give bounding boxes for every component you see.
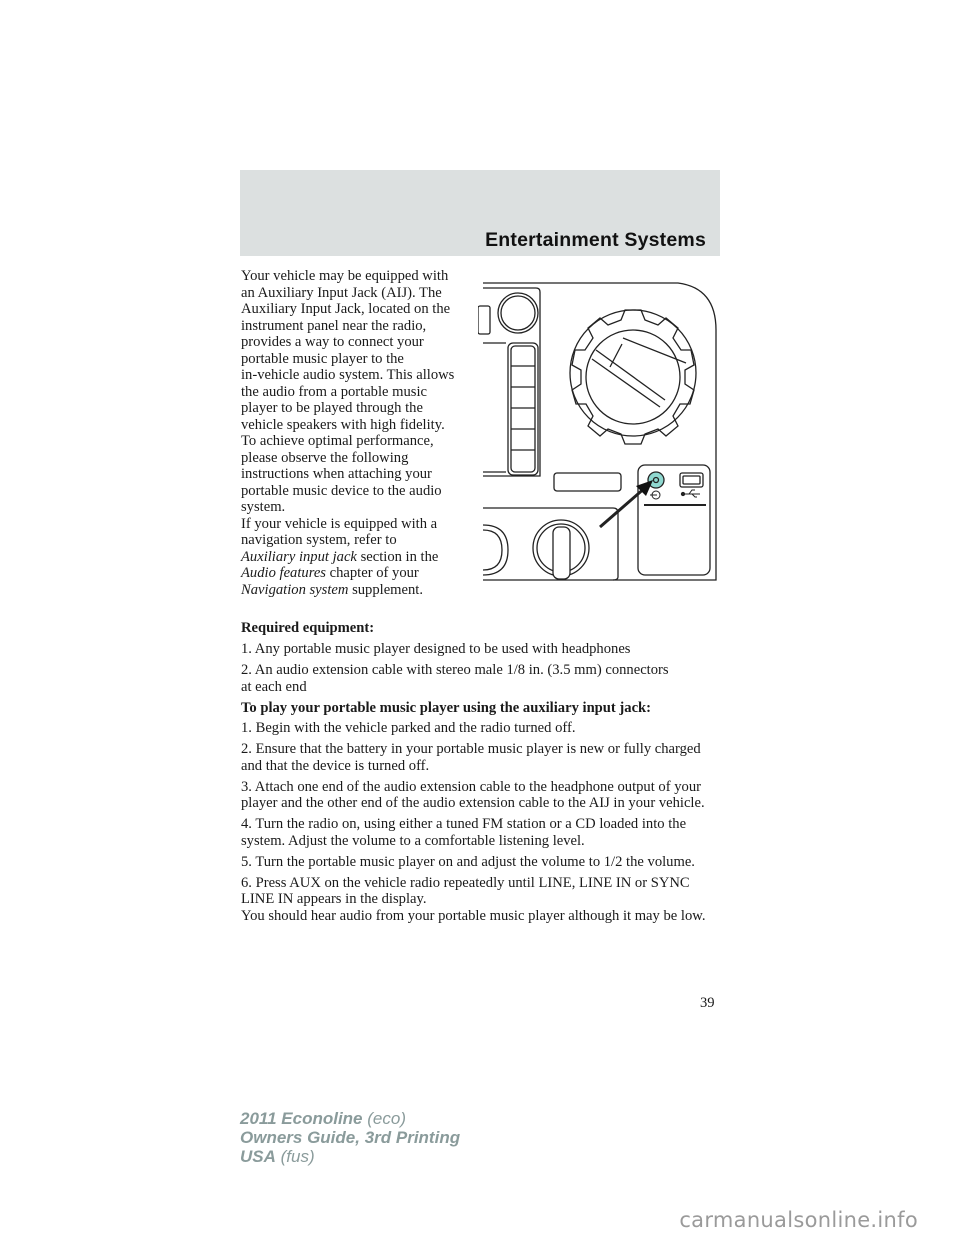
intro-line: Your vehicle may be equipped with (241, 268, 449, 284)
procedure-step: 6. Press AUX on the vehicle radio repeatedly until LINE, LINE IN or SYNC LINE IN appears in the display. (241, 874, 690, 907)
ref-auxiliary-input-jack: Auxiliary input jack (241, 548, 357, 565)
nav-note-line: navigation system, refer to (241, 532, 397, 548)
footer-market-code: (fus) (280, 1147, 315, 1166)
equipment-item: 1. Any portable music player designed to be used with headphones (241, 641, 631, 657)
nav-note-ref (241, 582, 473, 599)
nav-note-line: If your vehicle is equipped with a (241, 515, 438, 532)
page-number: 39 (700, 995, 715, 1011)
equipment-item: 2. An audio extension cable with stereo male 1/8 in. (3.5 mm) connectors at each end (241, 662, 669, 695)
footer-guide: Owners Guide, 3rd Printing (240, 1128, 461, 1147)
intro-line: instructions when attaching your (241, 466, 432, 482)
footer-model-code: (eco) (367, 1109, 406, 1128)
procedure-step: 5. Turn the portable music player on and adjust the volume to 1/2 the volume. (241, 853, 695, 870)
intro-line: instrument panel near the radio, (241, 317, 427, 334)
closing-note: You should hear audio from your portable music player although it may be low. (241, 907, 706, 924)
intro-line: in-vehicle audio system. This allows (241, 367, 455, 383)
section-title: Entertainment Systems (485, 229, 706, 251)
intro-line: the audio from a portable music (241, 383, 428, 400)
intro-line: To achieve optimal performance, (241, 433, 434, 449)
intro-line: system. (241, 499, 286, 515)
intro-line: player to be played through the (241, 400, 423, 416)
ref-tail: chapter of your (325, 565, 419, 581)
procedure-step: 1. Begin with the vehicle parked and the radio turned off. (241, 720, 576, 736)
procedure-heading: To play your portable music player using the auxiliary input jack: (241, 699, 652, 716)
section-header-bar (240, 170, 720, 256)
ref-tail: supplement. (348, 581, 424, 598)
intro-line: provides a way to connect your (241, 334, 424, 350)
ref-tail: section in the (356, 548, 439, 565)
procedure-step: 4. Turn the radio on, using either a tuned FM station or a CD loaded into the system. Adjust the volume to a comfortable listening level. (241, 816, 687, 849)
intro-line: vehicle speakers with high fidelity. (241, 416, 445, 433)
instrument-panel-figure (478, 280, 720, 585)
intro-paragraph (241, 268, 473, 598)
required-equipment-heading: Required equipment: (241, 620, 375, 636)
procedure-step: 2. Ensure that the battery in your portable music player is new or fully charged and that the device is turned off. (241, 741, 701, 774)
ref-navigation-system: Navigation system (241, 581, 349, 598)
document-footer (240, 1109, 460, 1166)
intro-line: portable music device to the audio (241, 482, 442, 499)
intro-line: Auxiliary Input Jack, located on the (241, 301, 451, 317)
intro-line: portable music player to the (241, 350, 404, 367)
intro-line: please observe the following (241, 449, 409, 466)
ref-audio-features: Audio features (241, 565, 326, 581)
footer-market: USA (240, 1147, 276, 1166)
nav-note-ref (241, 565, 473, 582)
intro-line: an Auxiliary Input Jack (AIJ). The (241, 284, 442, 301)
main-content (241, 620, 723, 929)
footer-model: 2011 Econoline (240, 1109, 363, 1128)
nav-note-ref (241, 549, 473, 566)
watermark: carmanualsonline.info (679, 1208, 918, 1232)
procedure-step: 3. Attach one end of the audio extension cable to the headphone output of your player and the other end of the audio extension cable to the AIJ in your vehicle. (241, 778, 705, 811)
